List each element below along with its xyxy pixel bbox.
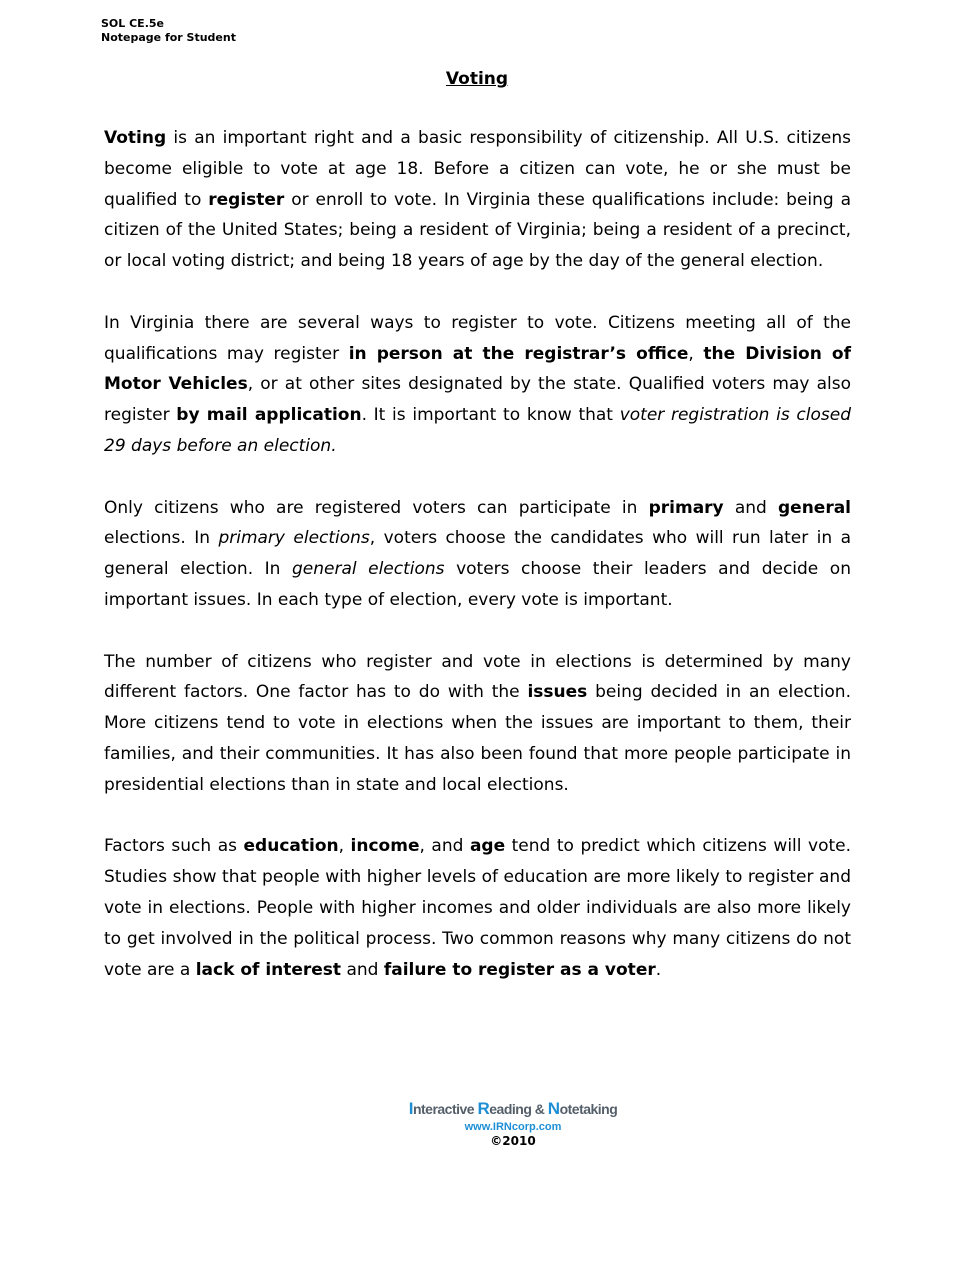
term-mail-application: by mail application (176, 405, 362, 426)
paragraph-3: Only citizens who are registered voters can participate in primary and general elections. In primary elections, voters choose the candidates who will run later in a general election. In general elections voters choose their leaders and decide on important issues. In each type of election, every vote is important. (104, 497, 852, 610)
irn-logo: Interactive Reading & Notetaking (408, 1099, 618, 1118)
sol-code: SOL CE.5e (101, 17, 164, 30)
paragraph-2: In Virginia there are several ways to register to vote. Citizens meeting all of the qualifications may register in person at the registrar’s office, the Division of Motor Vehicles, or at other sites designated by the state. Qualified voters may also register by mail application. It is important to know that voter registration is closed 29 days before an election. (104, 312, 851, 456)
term-registrar-office: in person at the registrar’s office (348, 343, 689, 364)
paragraph-1: Voting is an important right and a basic responsibility of citizenship. All U.S. citizens become eligible to vote at age 18. Before a citizen can vote, he or she must be qualified to register or enroll to vote. In Virginia these qualifications include: being a citizen of the United States; being a resident of Virginia; being a resident of a precinct, or local voting district; and being 18 years of age by the day of the general election. (104, 128, 851, 272)
footer (0, 1100, 979, 1149)
irn-url-link[interactable]: www.IRNcorp.com (464, 1121, 562, 1133)
term-income: income (350, 836, 420, 857)
notepage-label: Notepage for Student (101, 31, 236, 44)
document-body (104, 123, 851, 1016)
term-dmv: the Division of Motor Vehicles (104, 343, 851, 395)
registration-deadline: voter registration is closed 29 days before an election. (104, 405, 851, 456)
page-title: Voting (445, 69, 509, 89)
term-education: education (243, 836, 339, 857)
paragraph-5: Factors such as education, income, and age tend to predict which citizens will vote. Studies show that people with higher levels of education are more likely to register and vote in elections. People with higher incomes and older individuals are also more likely to get involved in the political process. Two common reasons why many citizens do not vote are a lack of interest and failure to register as a voter. (104, 836, 852, 980)
paragraph-4: The number of citizens who register and vote in elections is determined by many different factors. One factor has to do with the issues being decided in an election. More citizens tend to vote in elections when the issues are important to them, their families, and their communities. It has also been found that more people participate in presidential elections than in state and local elections. (104, 651, 851, 795)
term-lack-of-interest: lack of interest (195, 959, 342, 980)
term-age: age (469, 836, 506, 857)
term-failure-to-register: failure to register as a voter (383, 959, 656, 980)
document-header (101, 17, 236, 45)
term-general: general (778, 497, 852, 518)
term-voting: Voting (104, 128, 167, 148)
term-issues: issues (527, 682, 588, 703)
copyright: ©2010 (490, 1134, 536, 1148)
general-elections-italic: general elections (291, 559, 445, 580)
primary-elections-italic: primary elections (218, 528, 370, 549)
term-primary: primary (648, 497, 724, 518)
term-register: register (208, 189, 285, 210)
